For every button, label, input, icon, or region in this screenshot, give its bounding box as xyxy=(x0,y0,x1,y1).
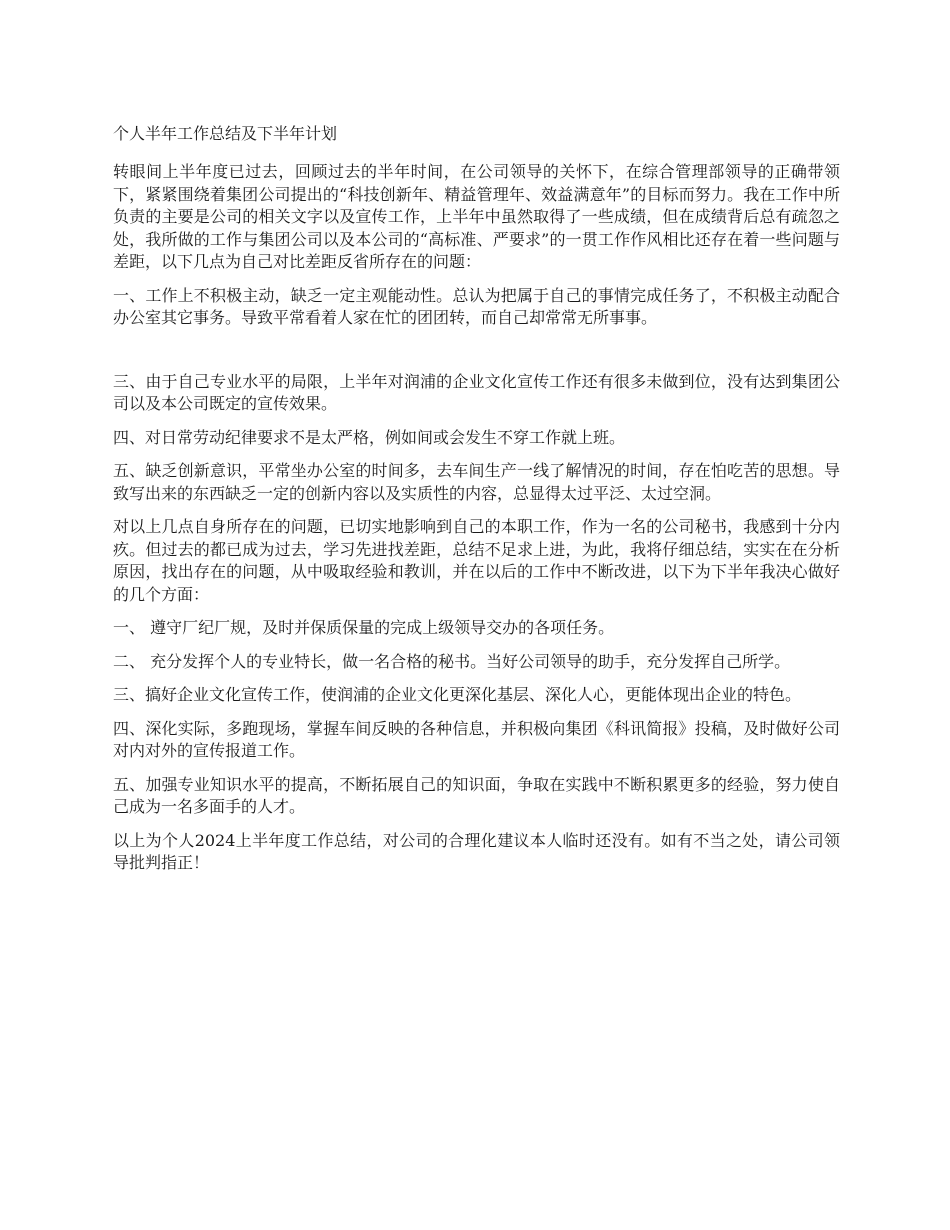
paragraph-plan-5: 五、加强专业知识水平的提高，不断拓展自己的知识面，争取在实践中不断积累更多的经验，努力使自己成为一名多面手的人才。 xyxy=(113,774,840,816)
paragraph-problem-1: 一、工作上不积极主动，缺乏一定主观能动性。总认为把属于自己的事情完成任务了，不积极主动配合办公室其它事务。导致平常看着人家在忙的团团转，而自己却常常无所事事。 xyxy=(113,285,840,327)
paragraph-closing: 以上为个人2024上半年度工作总结，对公司的合理化建议本人临时还没有。如有不当之处，请公司领导批判指正！ xyxy=(113,830,840,872)
paragraph-intro: 转眼间上半年度已过去，回顾过去的半年时间，在公司领导的关怀下，在综合管理部领导的正确带领下，紧紧围绕着集团公司提出的“科技创新年、精益管理年、效益满意年”的目标而努力。我在工作中所负责的主要是公司的相关文字以及宣传工作，上半年中虽然取得了一些成绩，但在成绩背后总有疏忽之处，我所做的工作与集团公司以及本公司的“高标准、严要求”的一贯工作作风相比还存在着一些问题与差距，以下几点为自己对比差距反省所存在的问题： xyxy=(113,162,840,271)
paragraph-problem-4: 四、对日常劳动纪律要求不是太严格，例如间或会发生不穿工作就上班。 xyxy=(113,427,626,447)
blank-gap xyxy=(113,341,840,371)
paragraph-plan-1: 一、 遵守厂纪厂规，及时并保质保量的完成上级领导交办的各项任务。 xyxy=(113,618,615,637)
document-title: 个人半年工作总结及下半年计划 xyxy=(113,124,338,143)
document-page xyxy=(113,123,840,886)
paragraph-plan-3: 三、搞好企业文化宣传工作，使润浦的企业文化更深化基层、深化人心，更能体现出企业的特色。 xyxy=(113,685,802,704)
paragraph-reflection: 对以上几点自身所存在的问题，已切实地影响到自己的本职工作，作为一名的公司秘书，我感到十分内疚。但过去的都已成为过去，学习先进找差距，总结不足求上进，为此，我将仔细总结，实实在在分析原因，找出存在的问题，从中吸取经验和教训，并在以后的工作中不断改进，以下为下半年我决心做好的几个方面： xyxy=(113,517,840,604)
paragraph-plan-4: 四、深化实际，多跑现场，掌握车间反映的各种信息，并积极向集团《科讯简报》投稿，及时做好公司对内对外的宣传报道工作。 xyxy=(113,718,840,760)
paragraph-problem-5: 五、缺乏创新意识，平常坐办公室的时间多，去车间生产一线了解情况的时间，存在怕吃苦的思想。导致写出来的东西缺乏一定的创新内容以及实质性的内容，总显得太过平泛、太过空洞。 xyxy=(113,461,840,503)
paragraph-plan-2: 二、 充分发挥个人的专业特长，做一名合格的秘书。当好公司领导的助手，充分发挥自己所学。 xyxy=(113,651,791,671)
paragraph-problem-3: 三、由于自己专业水平的局限，上半年对润浦的企业文化宣传工作还有很多未做到位，没有达到集团公司以及本公司既定的宣传效果。 xyxy=(113,371,840,413)
